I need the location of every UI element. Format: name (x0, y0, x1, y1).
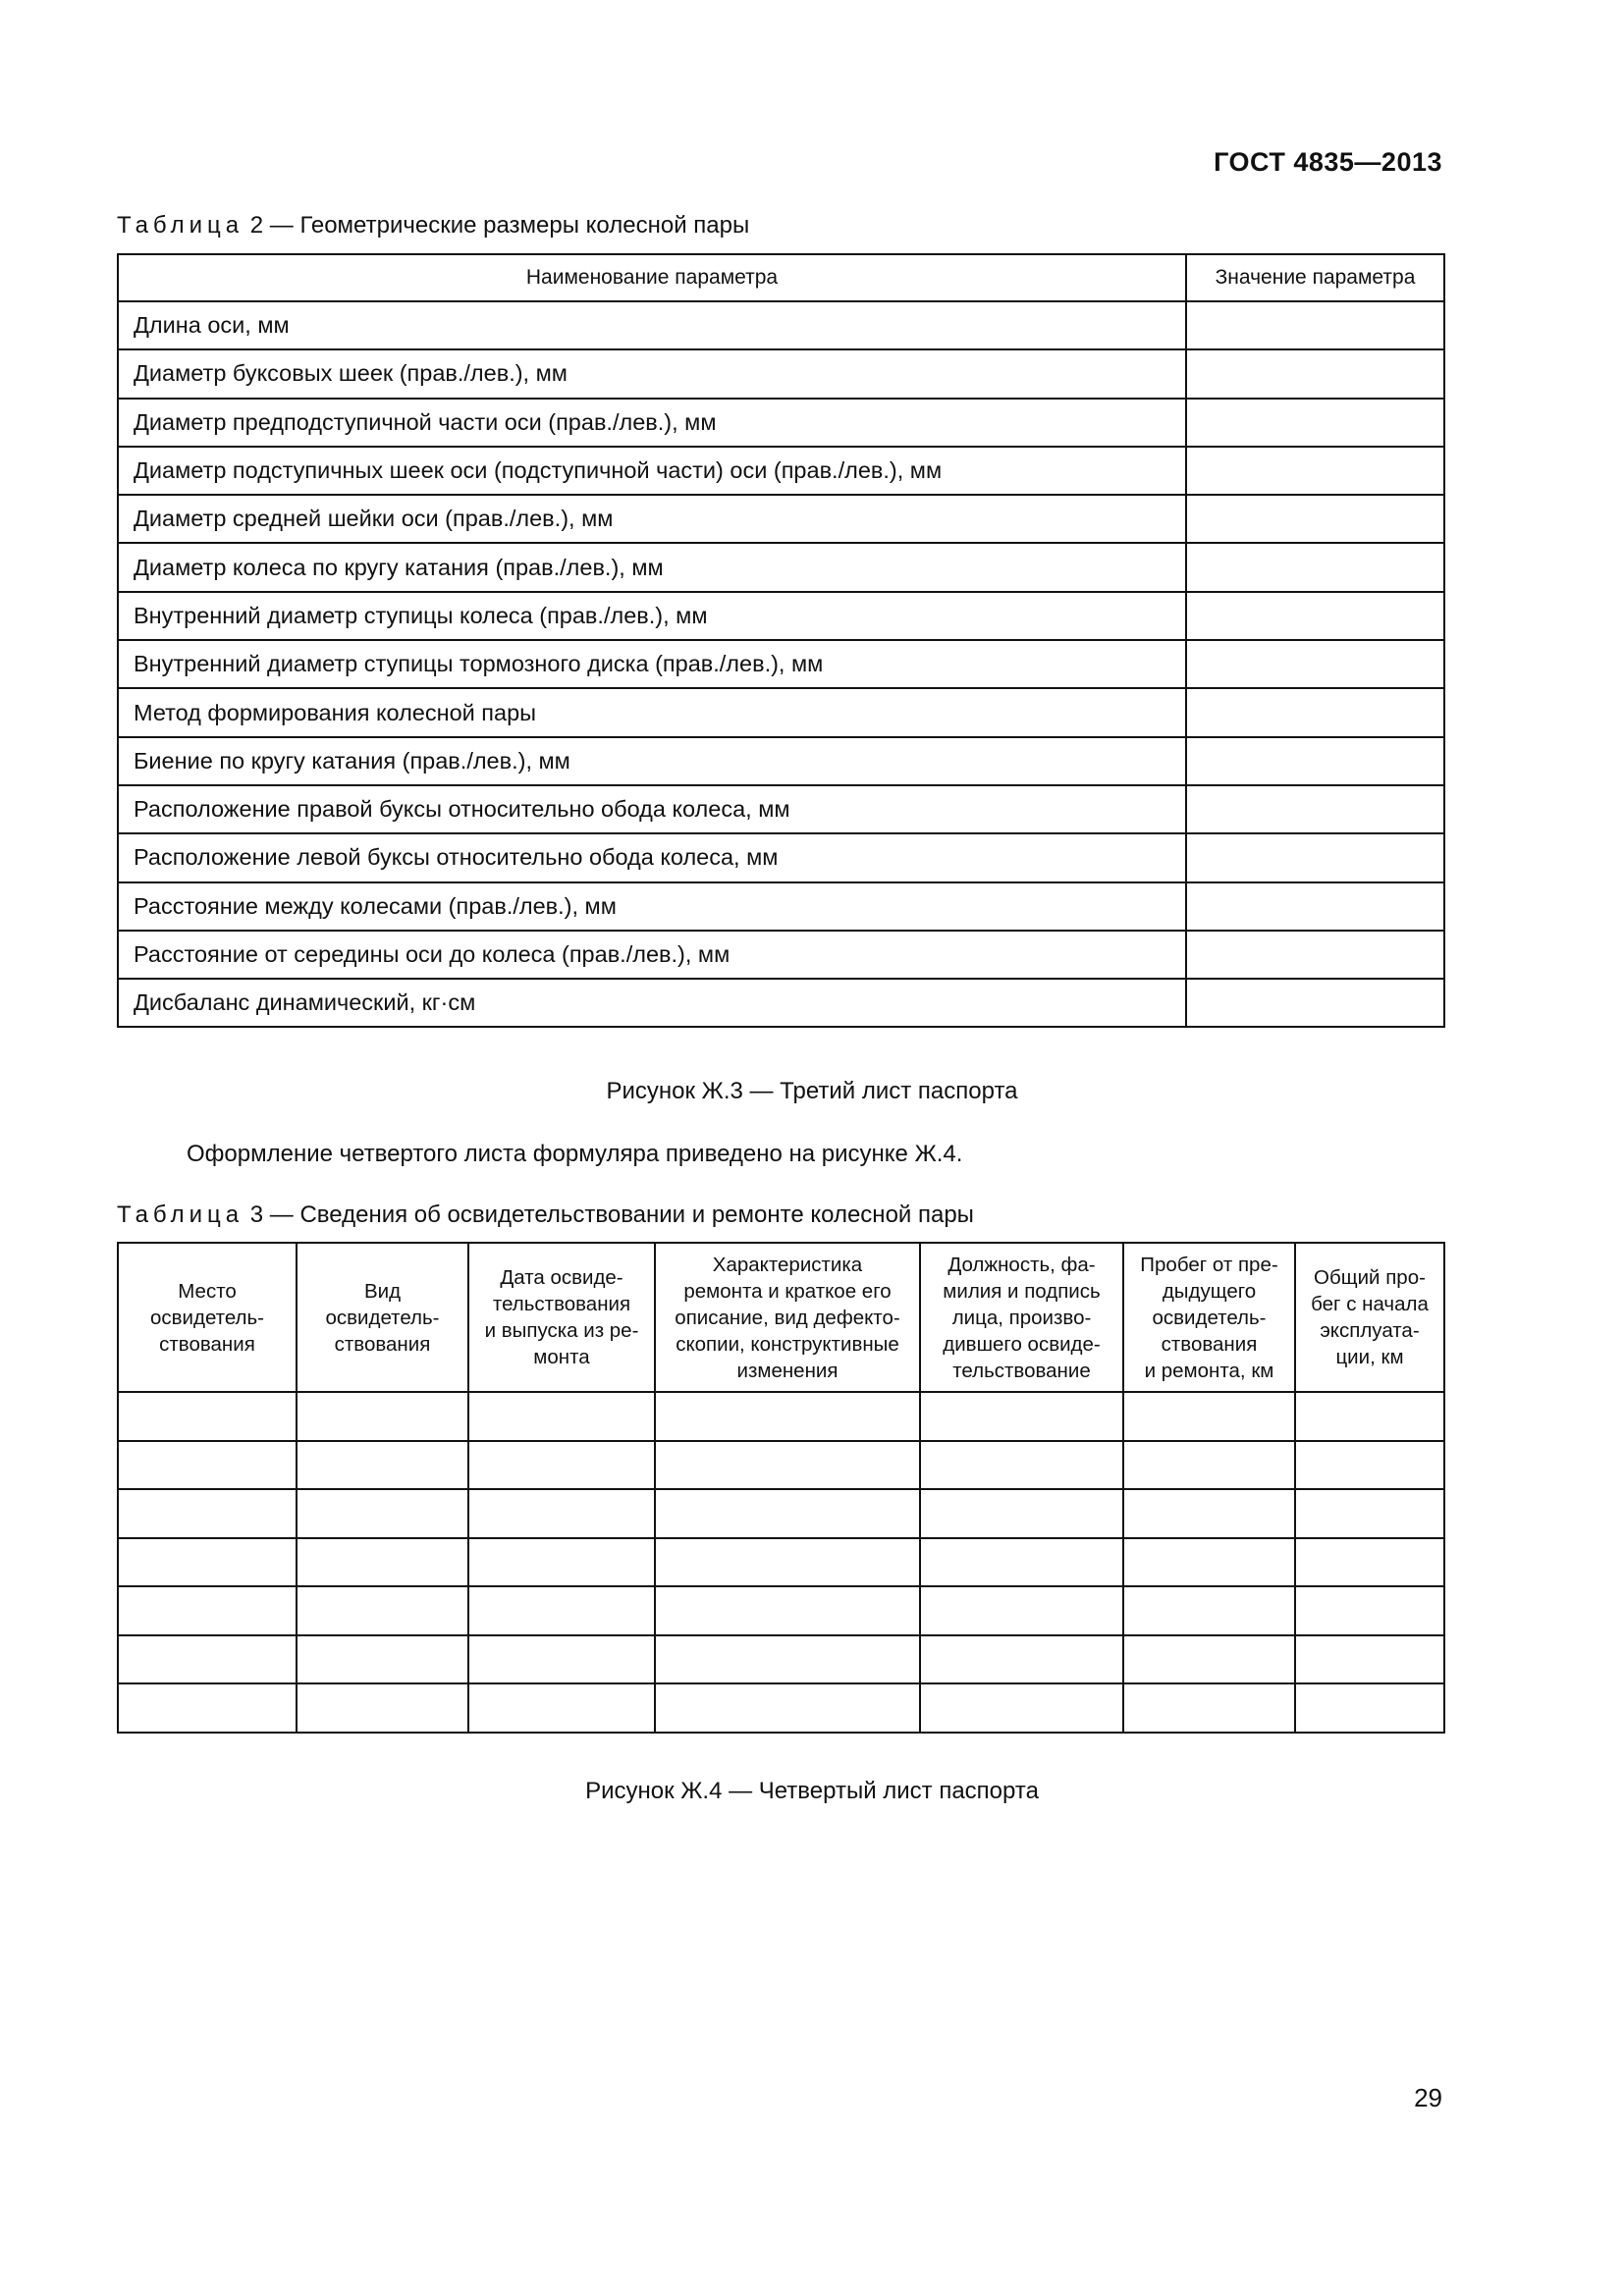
table2-caption-title: 2 — Геометрические размеры колесной пары (249, 212, 750, 239)
table3-col-header-line: ствования (159, 1332, 255, 1356)
table3-col-header-line: освидетель- (1152, 1306, 1267, 1329)
table3-cell[interactable] (468, 1392, 655, 1441)
table3-cell[interactable] (1295, 1635, 1444, 1684)
table3-header-row (118, 1243, 1444, 1392)
table2-row (118, 688, 1444, 736)
table3-cell[interactable] (1123, 1441, 1295, 1490)
table3-cell[interactable] (1295, 1586, 1444, 1635)
page-number: 29 (1414, 2083, 1442, 2112)
table2-row (118, 833, 1444, 881)
table3-cell[interactable] (297, 1392, 468, 1441)
table3-cell[interactable] (118, 1683, 297, 1733)
table3-cell[interactable] (1295, 1538, 1444, 1587)
table3-cell[interactable] (118, 1392, 297, 1441)
table3-cell[interactable] (118, 1586, 297, 1635)
parameter-name-cell: Метод формирования колесной пары (118, 688, 1186, 736)
parameter-name-cell: Диаметр буксовых шеек (прав./лев.), мм (118, 349, 1186, 398)
table3-cell[interactable] (118, 1441, 297, 1490)
table3-col-header-line: эксплуата- (1320, 1319, 1420, 1342)
parameter-name-cell: Диаметр подступичных шеек оси (подступичной части) оси (прав./лев.), мм (118, 447, 1186, 495)
table2-col-header-param: Наименование параметра (118, 254, 1186, 301)
table3-row (118, 1635, 1444, 1684)
parameter-name-cell: Биение по кругу катания (прав./лев.), мм (118, 737, 1186, 785)
document-header: ГОСТ 4835—2013 (1214, 147, 1442, 177)
parameter-value-cell[interactable] (1186, 447, 1444, 495)
table3-col-header (1295, 1243, 1444, 1392)
table2-row (118, 543, 1444, 591)
table3-col-header-line: Общий про- (1314, 1266, 1426, 1289)
table3-col-header-line: ции, км (1335, 1346, 1404, 1368)
table3-cell[interactable] (297, 1489, 468, 1538)
table3-col-header-line: тельствования (492, 1293, 631, 1315)
parameter-value-cell[interactable] (1186, 349, 1444, 398)
table3-cell[interactable] (118, 1635, 297, 1684)
table3-col-header-line: ствования (1161, 1332, 1258, 1356)
table3-cell[interactable] (1295, 1683, 1444, 1733)
table3-cell[interactable] (1295, 1392, 1444, 1441)
table3-col-header-line: Должность, фа- (947, 1253, 1096, 1276)
table3-col-header-line: описание, вид дефекто- (675, 1306, 900, 1329)
parameter-name-cell: Расстояние от середины оси до колеса (прав./лев.), мм (118, 931, 1186, 979)
parameter-value-cell[interactable] (1186, 785, 1444, 833)
table2-row (118, 447, 1444, 495)
table2-row (118, 979, 1444, 1027)
table3-col-header-line: дившего освиде- (943, 1332, 1101, 1356)
table3-col-header-line: ремонта и краткое его (683, 1279, 892, 1303)
table3-cell[interactable] (297, 1586, 468, 1635)
table3-cell[interactable] (1123, 1586, 1295, 1635)
table3-cell[interactable] (655, 1586, 920, 1635)
parameter-name-cell: Расположение правой буксы относительно обода колеса, мм (118, 785, 1186, 833)
table2-row (118, 495, 1444, 543)
table3-cell[interactable] (468, 1683, 655, 1733)
parameter-value-cell[interactable] (1186, 592, 1444, 640)
table3-cell[interactable] (1123, 1635, 1295, 1684)
parameter-name-cell: Длина оси, мм (118, 301, 1186, 349)
table3-row (118, 1538, 1444, 1587)
table3-col-header (297, 1243, 468, 1392)
parameter-value-cell[interactable] (1186, 399, 1444, 447)
parameter-value-cell[interactable] (1186, 833, 1444, 881)
body-paragraph: Оформление четвертого листа формуляра приведено на рисунке Ж.4. (187, 1141, 963, 1167)
parameter-value-cell[interactable] (1186, 688, 1444, 736)
table3-col-header-line: скопии, конструктивные (676, 1332, 899, 1356)
table3-cell[interactable] (468, 1635, 655, 1684)
table3-cell[interactable] (920, 1683, 1123, 1733)
table3-col-header (468, 1243, 655, 1392)
table2-row (118, 931, 1444, 979)
table2-row (118, 399, 1444, 447)
table3-col-header-line: дыдущего (1162, 1279, 1257, 1303)
table3-col-header-line: тельствование (952, 1359, 1091, 1382)
table2-row (118, 737, 1444, 785)
table3-row (118, 1683, 1444, 1733)
table2-row (118, 349, 1444, 398)
table3-cell[interactable] (297, 1441, 468, 1490)
table3-cell[interactable] (655, 1635, 920, 1684)
table3-cell[interactable] (920, 1538, 1123, 1587)
table3-cell[interactable] (118, 1489, 297, 1538)
table2-row (118, 785, 1444, 833)
parameter-value-cell[interactable] (1186, 640, 1444, 688)
parameter-value-cell[interactable] (1186, 495, 1444, 543)
table3-cell[interactable] (1295, 1441, 1444, 1490)
table3-col-header-line: бег с начала (1311, 1293, 1429, 1315)
table3-caption (117, 1201, 974, 1229)
table3-cell[interactable] (920, 1635, 1123, 1684)
table3-cell[interactable] (655, 1489, 920, 1538)
table3-cell[interactable] (920, 1489, 1123, 1538)
table3-col-header-line: изменения (736, 1359, 839, 1382)
parameter-value-cell[interactable] (1186, 543, 1444, 591)
table2-caption-prefix: Таблица (117, 212, 244, 239)
figure-3-caption: Рисунок Ж.3 — Третий лист паспорта (606, 1078, 1018, 1104)
table2-row (118, 640, 1444, 688)
table2-row (118, 592, 1444, 640)
parameter-name-cell: Диаметр колеса по кругу катания (прав./лев.), мм (118, 543, 1186, 591)
table2-row (118, 301, 1444, 349)
table3-col-header-line: и выпуска из ре- (484, 1319, 639, 1342)
table3-col-header (1123, 1243, 1295, 1392)
table3-cell[interactable] (468, 1586, 655, 1635)
table3-col-header-line: Дата освиде- (500, 1266, 623, 1289)
parameter-value-cell[interactable] (1186, 931, 1444, 979)
table3-col-header-line: Вид (363, 1279, 402, 1303)
inspection-repair-table (117, 1242, 1445, 1734)
table3-cell[interactable] (1123, 1538, 1295, 1587)
table2-caption (117, 212, 749, 240)
table3-row (118, 1586, 1444, 1635)
geometric-dimensions-table (117, 253, 1445, 1028)
table3-col-header-line: и ремонта, км (1144, 1359, 1274, 1382)
table3-cell[interactable] (297, 1538, 468, 1587)
table3-row (118, 1441, 1444, 1490)
table3-cell[interactable] (1295, 1489, 1444, 1538)
table3-col-header-line: Характеристика (712, 1253, 863, 1276)
parameter-name-cell: Дисбаланс динамический, кг·см (118, 979, 1186, 1027)
table3-col-header (655, 1243, 920, 1392)
table3-cell[interactable] (468, 1489, 655, 1538)
table3-row (118, 1392, 1444, 1441)
parameter-name-cell: Расстояние между колесами (прав./лев.), мм (118, 882, 1186, 931)
table3-cell[interactable] (297, 1683, 468, 1733)
table3-cell[interactable] (920, 1441, 1123, 1490)
parameter-value-cell[interactable] (1186, 737, 1444, 785)
table3-col-header-line: лица, произво- (951, 1306, 1092, 1329)
table3-cell[interactable] (655, 1441, 920, 1490)
table3-cell[interactable] (920, 1586, 1123, 1635)
table3-col-header-line: ствования (334, 1332, 431, 1356)
parameter-name-cell: Внутренний диаметр ступицы тормозного диска (прав./лев.), мм (118, 640, 1186, 688)
table2-col-header-value: Значение параметра (1186, 254, 1444, 301)
table3-cell[interactable] (1123, 1683, 1295, 1733)
table3-col-header-line: освидетель- (149, 1306, 265, 1329)
table3-cell[interactable] (655, 1392, 920, 1441)
figure-4-caption: Рисунок Ж.4 — Четвертый лист паспорта (585, 1778, 1039, 1804)
table3-row (118, 1489, 1444, 1538)
table3-caption-prefix: Таблица (117, 1201, 244, 1228)
table3-col-header-line: милия и подпись (943, 1279, 1101, 1303)
table3-cell[interactable] (468, 1441, 655, 1490)
table3-col-header-line: монта (533, 1346, 590, 1368)
table2-row (118, 882, 1444, 931)
table3-cell[interactable] (297, 1635, 468, 1684)
table3-cell[interactable] (118, 1538, 297, 1587)
table3-cell[interactable] (468, 1538, 655, 1587)
table3-cell[interactable] (655, 1683, 920, 1733)
table3-col-header-line: освидетель- (325, 1306, 440, 1329)
table3-cell[interactable] (1123, 1392, 1295, 1441)
parameter-name-cell: Расположение левой буксы относительно обода колеса, мм (118, 833, 1186, 881)
table3-cell[interactable] (655, 1538, 920, 1587)
table3-caption-title: 3 — Сведения об освидетельствовании и ремонте колесной пары (249, 1201, 974, 1228)
table3-col-header-line: Место (178, 1279, 237, 1303)
table3-col-header (118, 1243, 297, 1392)
table2-header-row (118, 254, 1444, 301)
table3-col-header (920, 1243, 1123, 1392)
parameter-name-cell: Диаметр предподступичной части оси (прав./лев.), мм (118, 399, 1186, 447)
table3-cell[interactable] (1123, 1489, 1295, 1538)
parameter-name-cell: Внутренний диаметр ступицы колеса (прав./лев.), мм (118, 592, 1186, 640)
parameter-value-cell[interactable] (1186, 882, 1444, 931)
parameter-value-cell[interactable] (1186, 301, 1444, 349)
table3-cell[interactable] (920, 1392, 1123, 1441)
table3-col-header-line: Пробег от пре- (1140, 1253, 1278, 1276)
parameter-name-cell: Диаметр средней шейки оси (прав./лев.), мм (118, 495, 1186, 543)
parameter-value-cell[interactable] (1186, 979, 1444, 1027)
